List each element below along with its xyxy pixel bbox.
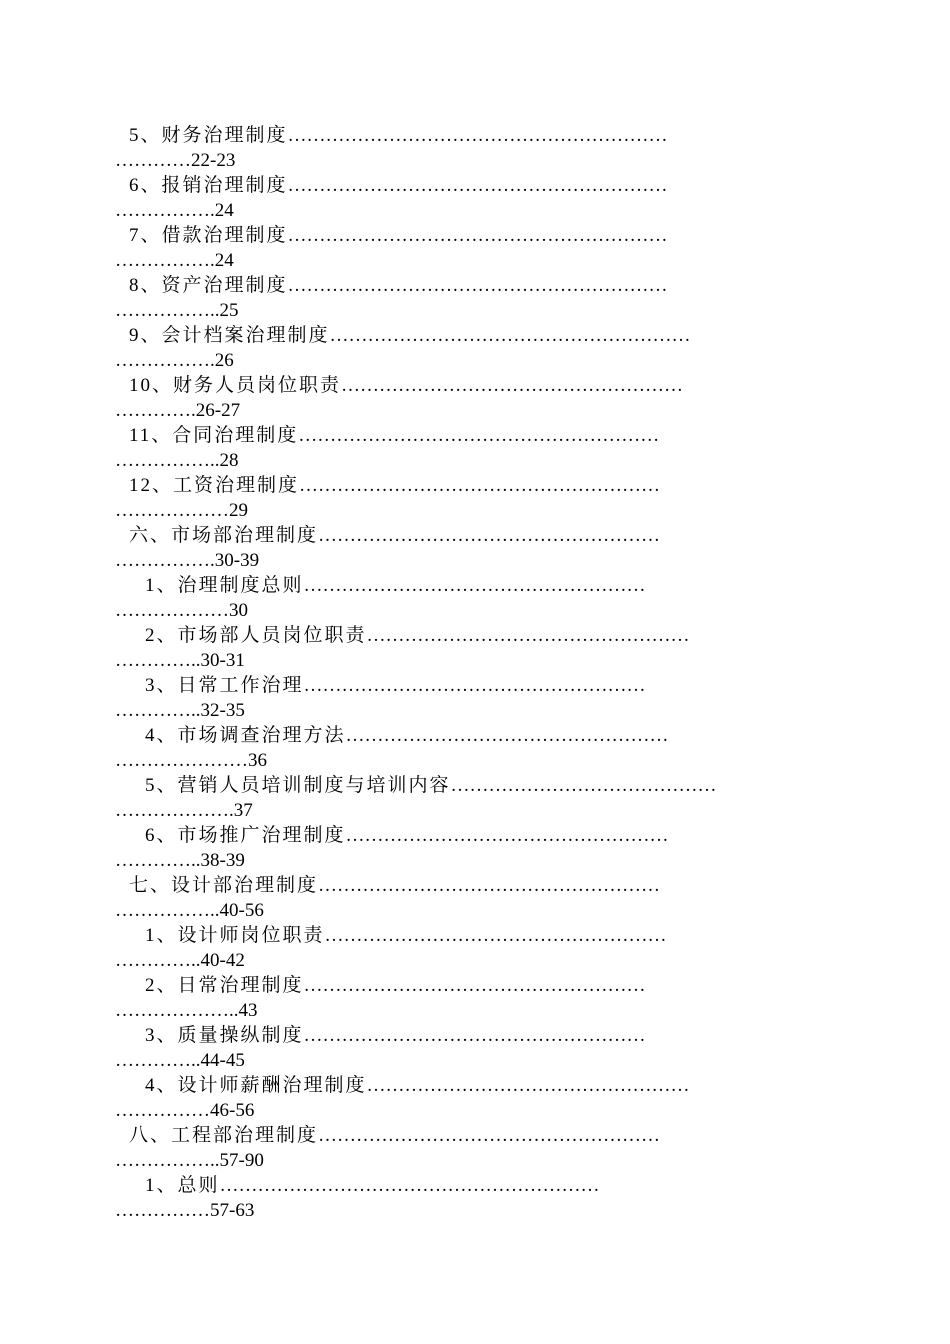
- toc-entry-title: 8、资产治理制度: [129, 275, 288, 296]
- toc-page-number: ..25: [210, 300, 239, 321]
- toc-leader-dots: …………: [115, 400, 191, 421]
- toc-page-number: ..30-31: [191, 650, 245, 671]
- toc-entry-heading: [129, 1122, 835, 1150]
- toc-leader-dots: ………………………………………………: [303, 975, 646, 996]
- toc-entry-title: 八、工程部治理制度: [129, 1125, 319, 1146]
- toc-entry[interactable]: [115, 1122, 845, 1172]
- toc-entry[interactable]: [115, 772, 845, 822]
- toc-leader-dots: ……………: [115, 450, 210, 471]
- toc-leader-dots: …………………………………………………: [299, 475, 661, 496]
- toc-leader-dots: …………………………………………………: [329, 325, 691, 346]
- toc-leader-dots: ………………: [115, 800, 229, 821]
- toc-page-number: 29: [229, 500, 248, 521]
- toc-leader-dots: ………………………………………………: [303, 575, 646, 596]
- toc-entry-title: 7、借款治理制度: [129, 225, 288, 246]
- toc-leader-dots: ……………………………………………………: [287, 125, 668, 146]
- toc-entry-continuation: [115, 798, 253, 824]
- toc-leader-dots: ……………: [115, 250, 210, 271]
- toc-entry[interactable]: [115, 572, 845, 622]
- toc-entry-title: 4、市场调查治理方法: [145, 725, 346, 746]
- toc-entry-title: 1、设计师岗位职责: [145, 925, 325, 946]
- toc-leader-dots: ……………: [115, 900, 210, 921]
- toc-entry-title: 3、日常工作治理: [145, 675, 304, 696]
- toc-entry-continuation: [115, 348, 234, 374]
- toc-page-number: ..38-39: [191, 850, 245, 871]
- toc-leader-dots: ……………………………………………: [345, 825, 669, 846]
- toc-entry-continuation: [115, 1048, 245, 1074]
- toc-page-number: ..57-90: [210, 1150, 264, 1171]
- toc-page-number: .37: [229, 800, 253, 821]
- toc-leader-dots: ………………: [115, 1000, 229, 1021]
- toc-entry-heading: [145, 1072, 841, 1100]
- toc-page-number: 57-63: [210, 1200, 255, 1221]
- toc-leader-dots: ……………: [115, 1150, 210, 1171]
- toc-entry[interactable]: [115, 672, 845, 722]
- toc-page-number: .26: [210, 350, 234, 371]
- toc-entry[interactable]: [115, 522, 845, 572]
- toc-leader-dots: …………: [115, 700, 191, 721]
- toc-entry-heading: [145, 772, 841, 800]
- toc-entry-title: 3、质量操纵制度: [145, 1025, 304, 1046]
- toc-leader-dots: ……………………………………………: [345, 725, 669, 746]
- toc-entry[interactable]: [115, 172, 845, 222]
- toc-leader-dots: ……………………………………………: [366, 625, 690, 646]
- toc-page-number: ..40-56: [210, 900, 264, 921]
- toc-entry-title: 5、财务治理制度: [129, 125, 288, 146]
- toc-entry-heading: [129, 322, 835, 350]
- toc-entry-heading: [129, 372, 835, 400]
- toc-entry-heading: [129, 472, 835, 500]
- toc-page-number: .26-27: [191, 400, 241, 421]
- toc-entry-continuation: [115, 198, 234, 224]
- toc-leader-dots: ……………: [115, 1100, 210, 1121]
- toc-page-number: 46-56: [210, 1100, 255, 1121]
- toc-page-number: .30-39: [210, 550, 260, 571]
- toc-leader-dots: ……………………………………: [450, 775, 717, 796]
- toc-leader-dots: …………………………………………………: [298, 425, 660, 446]
- toc-entry-heading: [145, 572, 841, 600]
- toc-entry-continuation: [115, 448, 239, 474]
- toc-entry-title: 6、市场推广治理制度: [145, 825, 346, 846]
- toc-page-number: ..32-35: [191, 700, 245, 721]
- toc-entry-heading: [145, 972, 841, 1000]
- toc-leader-dots: ………………………………………………: [318, 1125, 661, 1146]
- toc-entry-title: 1、治理制度总则: [145, 575, 304, 596]
- toc-entry-title: 六、市场部治理制度: [129, 525, 319, 546]
- toc-entry-title: 2、日常治理制度: [145, 975, 304, 996]
- toc-entry-continuation: [115, 148, 235, 174]
- toc-entry-heading: [145, 1022, 841, 1050]
- toc-entry-continuation: [115, 998, 258, 1024]
- toc-entry-heading: [145, 822, 841, 850]
- toc-entry-heading: [145, 622, 841, 650]
- toc-entry[interactable]: [115, 222, 845, 272]
- toc-leader-dots: …………: [115, 850, 191, 871]
- toc-page-number: .24: [210, 200, 234, 221]
- toc-entry-continuation: [115, 498, 248, 524]
- toc-leader-dots: ……………: [115, 350, 210, 371]
- toc-entry-continuation: [115, 848, 245, 874]
- toc-page-number: 22-23: [191, 150, 236, 171]
- toc-entry-heading: [145, 1172, 841, 1200]
- toc-leader-dots: ……………: [115, 200, 210, 221]
- toc-leader-dots: ………………………………………………: [318, 875, 661, 896]
- toc-entry-continuation: [115, 698, 245, 724]
- toc-page-number: 36: [248, 750, 267, 771]
- toc-leader-dots: …………: [115, 150, 191, 171]
- toc-entry[interactable]: [115, 372, 845, 422]
- toc-entry-continuation: [115, 598, 248, 624]
- toc-entry-heading: [145, 672, 841, 700]
- toc-page-number: ..43: [229, 1000, 258, 1021]
- toc-entry-heading: [129, 522, 835, 550]
- toc-entry[interactable]: [115, 272, 845, 322]
- toc-entry[interactable]: [115, 622, 845, 672]
- toc-page-number: ..40-42: [191, 950, 245, 971]
- toc-entry-title: 七、设计部治理制度: [129, 875, 319, 896]
- toc-leader-dots: ………………………………………………: [341, 375, 684, 396]
- toc-entry-continuation: [115, 948, 245, 974]
- toc-entry-title: 12、工资治理制度: [129, 475, 300, 496]
- toc-entry[interactable]: [115, 1072, 845, 1122]
- toc-entry[interactable]: [115, 1022, 845, 1072]
- toc-entry[interactable]: [115, 122, 845, 172]
- toc-entry[interactable]: [115, 922, 845, 972]
- toc-entry-heading: [129, 122, 835, 150]
- toc-entry[interactable]: [115, 972, 845, 1022]
- toc-entry-continuation: [115, 648, 245, 674]
- toc-entry-continuation: [115, 398, 240, 424]
- toc-page-number: ..28: [210, 450, 239, 471]
- toc-entry[interactable]: [115, 722, 845, 772]
- toc-entry-heading: [129, 422, 835, 450]
- toc-entry-title: 6、报销治理制度: [129, 175, 288, 196]
- toc-entry-title: 11、合同治理制度: [129, 425, 299, 446]
- toc-entry-title: 1、总则: [145, 1175, 220, 1196]
- toc-entry[interactable]: [115, 822, 845, 872]
- toc-leader-dots: ………………………………………………: [303, 675, 646, 696]
- toc-entry[interactable]: [115, 472, 845, 522]
- toc-leader-dots: ……………………………………………………: [219, 1175, 600, 1196]
- toc-entry-continuation: [115, 1198, 254, 1224]
- toc-entry-continuation: [115, 898, 264, 924]
- toc-entry-heading: [129, 222, 835, 250]
- toc-leader-dots: ……………………………………………………: [287, 225, 668, 246]
- toc-entry[interactable]: [115, 322, 845, 372]
- toc-leader-dots: ………………………………………………: [318, 525, 661, 546]
- toc-entry-continuation: [115, 248, 234, 274]
- toc-leader-dots: ……………: [115, 300, 210, 321]
- toc-entry-title: 2、市场部人员岗位职责: [145, 625, 367, 646]
- toc-entry-heading: [129, 272, 835, 300]
- toc-page-number: .24: [210, 250, 234, 271]
- toc-entry-continuation: [115, 548, 259, 574]
- toc-leader-dots: ……………: [115, 1200, 210, 1221]
- toc-leader-dots: …………: [115, 650, 191, 671]
- toc-leader-dots: ……………………………………………: [366, 1075, 690, 1096]
- toc-entry-heading: [129, 872, 835, 900]
- toc-entry[interactable]: [115, 422, 845, 472]
- toc-entry-title: 9、会计档案治理制度: [129, 325, 330, 346]
- toc-entry-heading: [129, 172, 835, 200]
- toc-leader-dots: ………………: [115, 600, 229, 621]
- toc-entry-heading: [145, 922, 841, 950]
- toc-leader-dots: ……………: [115, 550, 210, 571]
- toc-entry-continuation: [115, 748, 267, 774]
- toc-leader-dots: …………: [115, 950, 191, 971]
- toc-leader-dots: ………………: [115, 500, 229, 521]
- toc-leader-dots: …………: [115, 1050, 191, 1071]
- toc-leader-dots: ……………………………………………………: [287, 175, 668, 196]
- toc-entry[interactable]: [115, 1172, 845, 1222]
- toc-entry-title: 10、财务人员岗位职责: [129, 375, 342, 396]
- toc-page-number: 30: [229, 600, 248, 621]
- toc-entry-continuation: [115, 298, 239, 324]
- toc-leader-dots: …………………: [115, 750, 248, 771]
- toc-entry-continuation: [115, 1098, 254, 1124]
- toc-entry-continuation: [115, 1148, 264, 1174]
- toc-page-number: ..44-45: [191, 1050, 245, 1071]
- table-of-contents: [115, 122, 845, 1222]
- toc-entry-title: 4、设计师薪酬治理制度: [145, 1075, 367, 1096]
- toc-entry[interactable]: [115, 872, 845, 922]
- toc-entry-heading: [145, 722, 841, 750]
- toc-leader-dots: ………………………………………………: [324, 925, 667, 946]
- toc-entry-title: 5、营销人员培训制度与培训内容: [145, 775, 451, 796]
- toc-leader-dots: ………………………………………………: [303, 1025, 646, 1046]
- toc-leader-dots: ……………………………………………………: [287, 275, 668, 296]
